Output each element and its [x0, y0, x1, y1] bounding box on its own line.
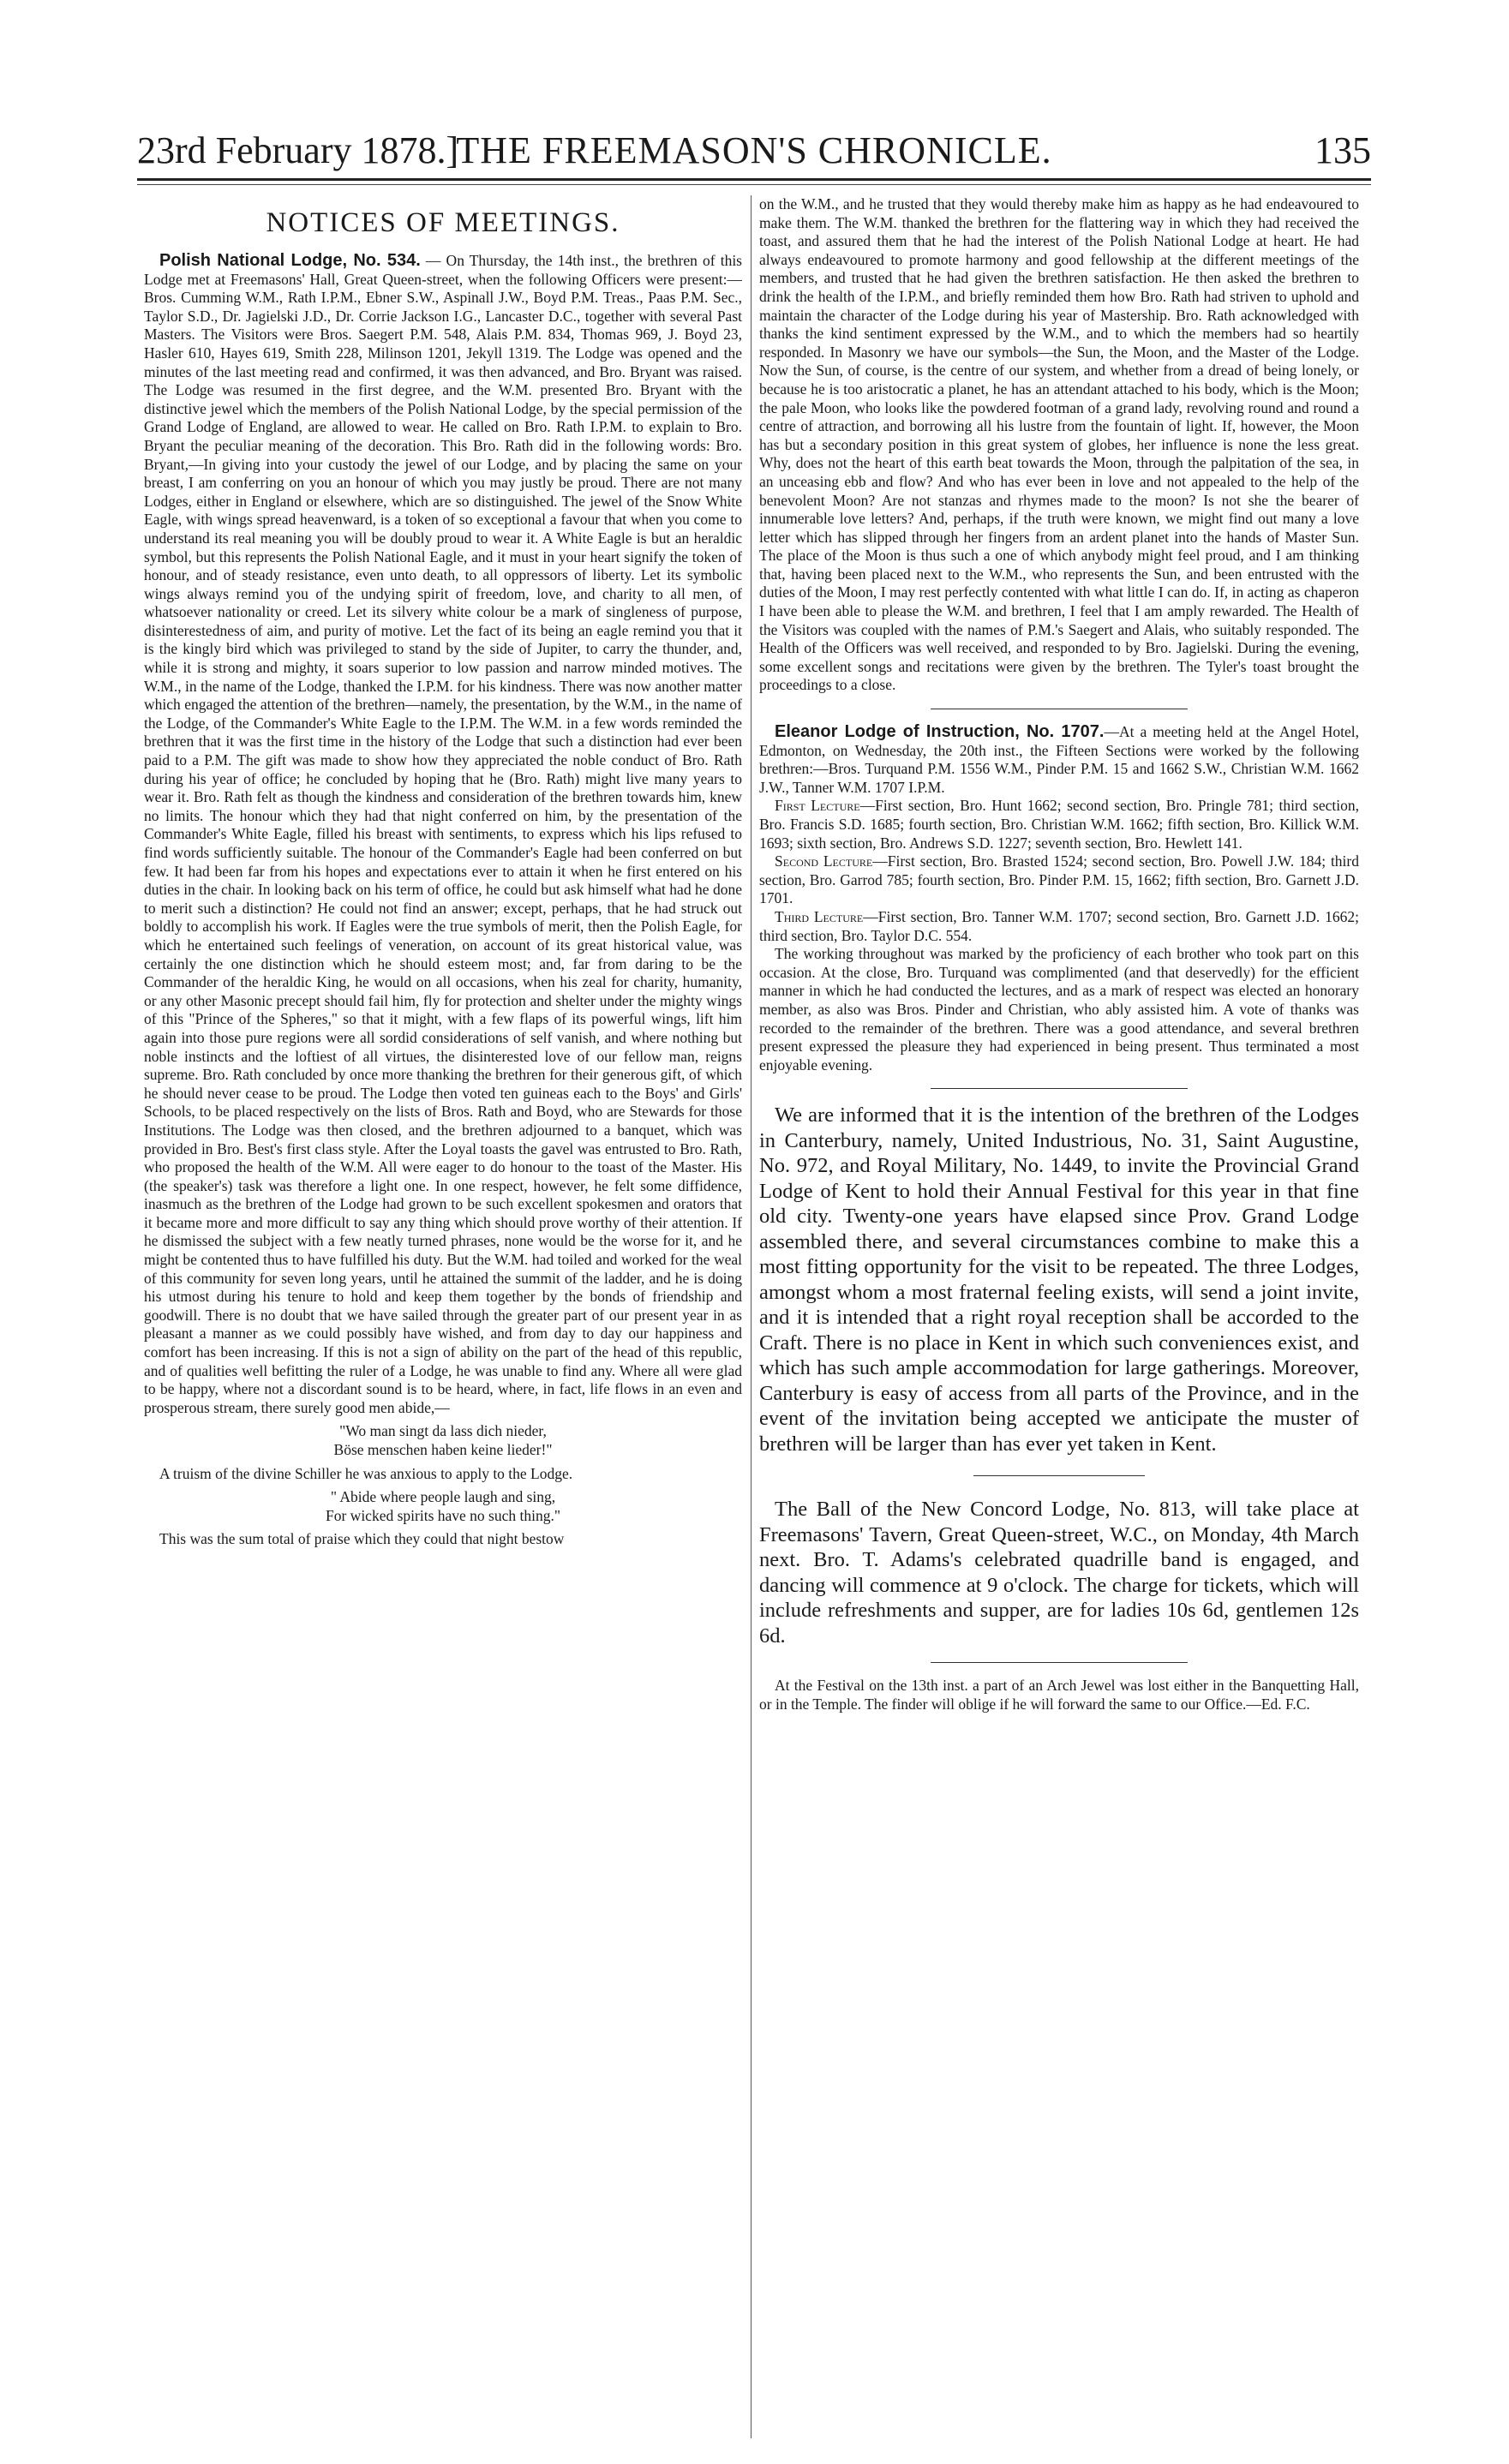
first-lecture-label: First Lecture: [775, 797, 860, 815]
polish-lodge-heading: Polish National Lodge, No. 534.: [159, 251, 421, 270]
header-rule-thick: [137, 178, 1371, 181]
column-divider: [751, 195, 752, 2438]
issue-date: 23rd February 1878.]: [137, 129, 459, 171]
closing-line: This was the sum total of praise which they could that night bestow: [159, 1530, 565, 1548]
second-lecture-text: —First section, Bro. Brasted 1524; second section, Bro. Powell J.W. 184; third section, Bro. Garrod 785; fourth section, Bro. Pinder P.M. 15, 1662; fifth section, Bro. Garnett J.D. 1701.: [759, 852, 1359, 907]
section-title: NOTICES OF MEETINGS.: [266, 207, 620, 238]
english-verse: [144, 1488, 742, 1525]
festival-paragraph: At the Festival on the 13th inst. a part of an Arch Jewel was lost either in the Banquetting Hall, or in the Temple. The finder will oblige if he will forward the same to our Office.—Ed. F.C.: [759, 1677, 1359, 1713]
article-separator: [973, 1475, 1145, 1476]
verse-line: " Abide where people laugh and sing,: [330, 1488, 556, 1506]
verse-line: For wicked spirits have no such thing.": [326, 1506, 560, 1524]
eleanor-lodge-heading: Eleanor Lodge of Instruction, No. 1707.: [775, 722, 1105, 742]
polish-lodge-body: — On Thursday, the 14th inst., the brethren of this Lodge met at Freemasons' Hall, Great Queen-street, when the following Officers were present:— Bros. Cumming W.M., Rath I.P.M., Ebner S.W., Aspinall J.W., Boyd P.M. Treas., Paas P.M. Sec., Taylor S.D., Dr. Jagielski J.D., Dr. Corrie Jackson I.G., Lancaster D.C., together with several Past Masters. The Visitors were Bros. Saegert P.M. 548, Alais P.M. 834, Thomas 969, J. Boyd 23, Hasler 610, Hayes 619, Smith 228, Milinson 1201, Jekyll 1319. The Lodge was opened and the minutes of the last meeting read and confirmed, it was then advanced, and Bro. Bryant was raised. The Lodge was resumed in the first degree, and the W.M. presented Bro. Bryant with the distinctive jewel which the members of the Polish National Lodge, by the special permission of the Grand Lodge of England, are allowed to wear. He called on Bro. Rath I.P.M. to explain to Bro. Bryant the peculiar meaning of the decoration. This Bro. Rath did in the following words: Bro. Bryant,—In giving into your custody the jewel of our Lodge, and by placing the same on your breast, I am conferring on you an honour of which you may justly be proud. There are not many Lodges, either in England or elsewhere, which are so distinguished. The jewel of the Snow White Eagle, with wings spread heavenward, is a token of so exceptional a favour that when you come to understand its real meaning you will be doubly proud to wear it. A White Eagle is but an heraldic symbol, but this represents the Polish National Eagle, and it must in your heart signify the token of honour, and of steady resistance, even unto death, to all oppressors of liberty. Let its symbolic wings always remind you of the undying spirit of freedom, love, and charity to all men, of whatsoever nationality or creed. Let its silvery white colour be a mark of singleness of purpose, disinterestedness of aim, and purity of motive. Let the fact of its being an eagle remind you that it is the kingly bird which was privileged to stand by the side of Jupiter, to carry the thunder, and, while it is strong and mighty, it soars superior to low passion and narrow minded motives. The W.M., in the name of the Lodge, thanked the I.P.M. for his kindness. There was now another matter which engaged the attention of the brethren—namely, the presentation, by the W.M., in the name of the Lodge, of the Commander's White Eagle to the I.P.M. The W.M. in a few words reminded the brethren that it was the first time in the history of the Lodge that such a distinction had ever been paid to a P.M. The gift was made to show how they appreciated the noble conduct of Bro. Rath during his year of office; he concluded by hoping that he (Bro. Rath) might live many years to wear it. Bro. Rath felt as though the kindness and consideration of the brethren towards him, knew no limits. The honour which they had that night conferred on him, by the presentation of the Commander's White Eagle, filled his breast with sentiments, to express which his lips refused to find words sufficiently suitable. The honour of the Commander's Eagle had been conferred on but few. It had been far from his hopes and expectations ever to attain it when he first entered on his duties in the chair. In looking back on his term of office, he could but ask himself what had he done to merit such a distinction? He could not find an answer; except, perhaps, that he had struck out boldly to accomplish his work. If Eagles were the true symbols of merit, then the Polish Eagle, for which he entertained such feelings of veneration, on account of its great historical value, was certainly the one distinction which he should esteem most; and, far from daring to be the Commander of the heraldic King, he would on all occasions, when his zeal for charity, humanity, or any other Masonic precept should fail him, fly for protection and shelter under the mighty wings of this "Prince of the Spheres," so that it might, with a few flaps of its powerful wings, lift him again into those pure regions were all sordid considerations of self vanish, and where nothing but noble instincts and the loftiest of all virtues, the disinterested love of our fellow man, reigns supreme. Bro. Rath concluded by once more thanking the brethren for their generous gift, of which he should never cease to be proud. The Lodge then voted ten guineas each to the Boys' and Girls' Schools, to be placed respectively on the lists of Bros. Rath and Boyd, who are Stewards for those Institutions. The Lodge was then closed, and the brethren adjourned to a banquet, which was provided in Bro. Best's first class style. After the Loyal toasts the gavel was entrusted to Bro. Rath, who proposed the health of the W.M. All were eager to do honour to the toast of the Master. His (the speaker's) task was therefore a light one. In one respect, however, he felt some diffidence, inasmuch as the brethren of the Lodge had grown to be such excellent spokesmen and orators that it became more and more difficult to say any thing which should prove worthy of their attention. If he dismissed the subject with a few neatly turned phrases, none would be the worse for it, and he might be contented thus to have fulfilled his duty. But the W.M. had toiled and worked for the weal of this community for seven long years, until he attained the summit of the ladder, and he is doing his utmost during his tenure to hold and keep them together by the bonds of friendship and goodwill. There is no doubt that we have sailed through the greater part of our present year in as pleasant a manner as we could possibly have wished, and from day to day our happiness and comfort has been increasing. If this is not a sign of ability on the part of the head of this republic, and of qualities well befitting the ruler of a Lodge, he was unable to find any. Where all were glad to be happy, where not a discordant sound is to be heard, where, in fact, life flows in an even and prosperous stream, there surely good men abide,—: [144, 252, 742, 1416]
publication-title: THE FREEMASON'S CHRONICLE.: [456, 129, 1052, 171]
polish-lodge-continuation: on the W.M., and he trusted that they would thereby make him as happy as he had endeavoured to make them. The W.M. thanked the brethren for the flattering way in which they had received the toast, and assured them that he had the interest of the Polish National Lodge at heart. He had always endeavoured to promote harmony and good fellowship at the different meetings of the members, and trusted that he had given the brethren satisfaction. He then asked the brethren to drink the health of the I.P.M., and briefly reminded them how Bro. Rath had striven to uphold and maintain the character of the Lodge during his year of Mastership. Bro. Rath acknowledged with thanks the kind sentiment expressed by the W.M., and to which the members had so heartily responded. In Masonry we have our symbols—the Sun, the Moon, and the Master of the Lodge. Now the Sun, of course, is the centre of our system, and whether from a dread of being lonely, or because he is too aristocratic a planet, he has an attendant attached to his body, which is the Moon; the pale Moon, who looks like the powdered footman of a grand lady, revolving round and round a centre of attraction, and borrowing all his lustre from the fountain of light. If, however, the Moon has but a secondary position in this great system of globes, her influence is none the less great. Why, does not the heart of this earth beat towards the Moon, through the palpitation of the sea, in an unceasing ebb and flow? And who has ever been in love and not appealed to the help of the benevolent Moon? Are not stanzas and rhymes made to the moon? Is not she the bearer of innumerable love letters? And, perhaps, if the truth were known, we might find out many a love letter which has slipped through her fingers from an ardent planet into the hands of Master Sun. The place of the Moon is thus such a one of which anybody might feel proud, and I am thinking that, having been placed next to the W.M., who represents the Sun, and been entrusted with the duties of the Moon, I may rest perfectly contented with what little I can do. If, in acting as chaperon I have been able to please the W.M. and brethren, I feel that I am amply rewarded. The Health of the Visitors was coupled with the names of P.M.'s Saegert and Alais, who suitably responded. The Health of the Officers was well received, and responded to by Bro. Jagielski. During the evening, some excellent songs and recitations were given by the brethren. The Tyler's toast brought the proceedings to a close.: [759, 195, 1359, 694]
verse-line: "Wo man singt da lass dich nieder,: [339, 1422, 547, 1440]
verse-line: Böse menschen haben keine lieder!": [333, 1441, 553, 1458]
polish-lodge-article: [144, 252, 742, 1417]
german-verse: [144, 1422, 742, 1459]
second-lecture-label: Second Lecture: [775, 852, 873, 870]
article-separator: [931, 1662, 1188, 1663]
canterbury-paragraph: We are informed that it is the intention of the brethren of the Lodges in Canterbury, namely, United Industrious, No. 31, Saint Augustine, No. 972, and Royal Military, No. 1449, to invite the Provincial Grand Lodge of Kent to hold their Annual Festival for this year in that fine old city. Twenty-one years have elapsed since Prov. Grand Lodge assembled there, and several circumstances combine to make this a most fitting opportunity for the visit to be repeated. The three Lodges, amongst whom a most fraternal feeling exists, will send a joint invite, and it is intended that a right royal reception shall be accorded to the Craft. There is no place in Kent in which such conveniences exist, and which has such ample accommodation for large gatherings. Moreover, Canterbury is easy of access from all parts of the Province, and in the event of the invitation being accepted we anticipate the muster of brethren will be larger than has ever yet taken in Kent.: [759, 1103, 1359, 1456]
third-lecture-text: —First section, Bro. Tanner W.M. 1707; second section, Bro. Garnett J.D. 1662; third section, Bro. Taylor D.C. 554.: [759, 907, 1359, 944]
first-lecture-text: —First section, Bro. Hunt 1662; second section, Bro. Pringle 781; third section, Bro. Francis S.D. 1685; fourth section, Bro. Christian W.M. 1662; fifth section, Bro. Killick W.M. 1693; sixth section, Bro. Andrews S.D. 1227; seventh section, Bro. Hewlett 141.: [759, 797, 1359, 852]
header-rule-thin: [137, 184, 1371, 185]
page-number: 135: [1314, 129, 1371, 171]
working-paragraph: The working throughout was marked by the proficiency of each brother who took part on this occasion. At the close, Bro. Turquand was complimented (and that deservedly) for the efficient manner in which he had conducted the lectures, and as a mark of respect was elected an honorary member, as also was Bros. Pinder and Christian, who ably assisted him. A vote of thanks was recorded to the remainder of the brethren. There was a good attendance, and several brethren present expressed the pleasure they had experienced in being present. Thus terminated a most enjoyable evening.: [759, 945, 1359, 1074]
ball-paragraph: The Ball of the New Concord Lodge, No. 813, will take place at Freemasons' Tavern, Great Queen-street, W.C., on Monday, 4th March next. Bro. T. Adams's celebrated quadrille band is engaged, and dancing will commence at 9 o'clock. The charge for tickets, which will include refreshments and supper, are for ladies 10s 6d, gentlemen 12s 6d.: [759, 1498, 1359, 1648]
right-column: [759, 195, 1359, 2440]
eleanor-lodge-article: [759, 723, 1359, 797]
eleanor-lodge-body: —At a meeting held at the Angel Hotel, Edmonton, on Wednesday, the 20th inst., the Fifteen Sections were worked by the following brethren:—Bros. Turquand P.M. 1556 W.M., Pinder P.M. 15 and 1662 S.W., Christian W.M. 1662 J.W., Tanner W.M. 1707 I.P.M.: [759, 723, 1359, 796]
first-lecture: [759, 797, 1359, 852]
article-separator: [931, 1088, 1188, 1089]
second-lecture: [759, 852, 1359, 908]
left-column: [144, 195, 742, 2440]
third-lecture-label: Third Lecture: [775, 907, 864, 925]
masthead: [137, 127, 1371, 178]
third-lecture: [759, 908, 1359, 945]
schiller-line: A truism of the divine Schiller he was anxious to apply to the Lodge.: [159, 1464, 573, 1482]
